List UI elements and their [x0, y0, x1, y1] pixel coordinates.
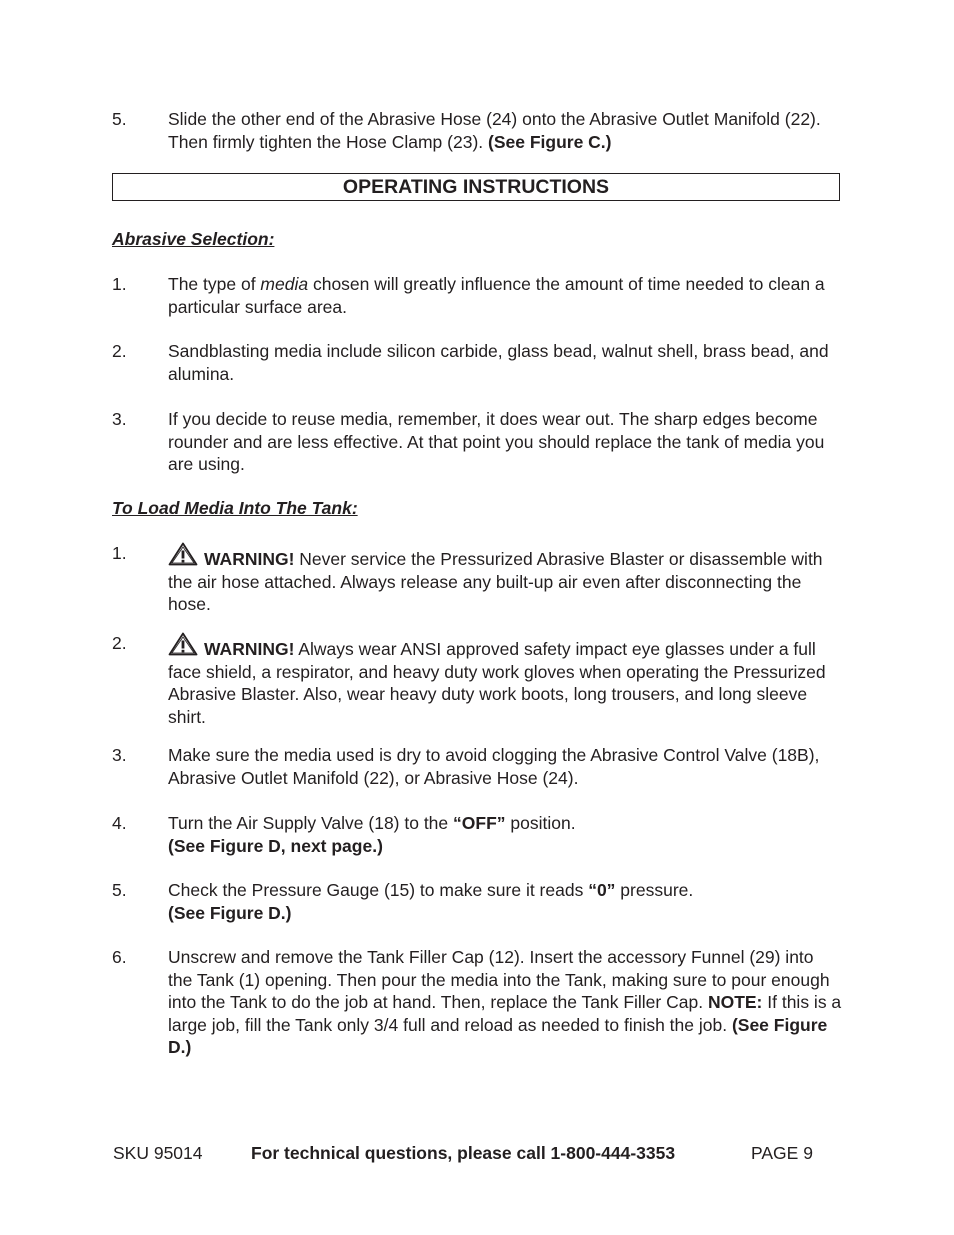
- abrasive-item-2: [112, 340, 842, 385]
- step-number: 4.: [112, 813, 127, 833]
- warning-label: WARNING!: [204, 549, 295, 569]
- load-item-2: [112, 632, 842, 728]
- step-number: 2.: [112, 633, 127, 653]
- step-text: Unscrew and remove the Tank Filler Cap (12). Insert the accessory Funnel (29) into the Tank (1) opening. Then pour the media into the Tank, making sure to pour enough into the Tank to do the job at hand. Then, replace the Tank Filler Cap. NOTE: If this is a large job, fill the Tank only 3/4 full and reload as needed to finish the job. (See Figure D.): [168, 947, 842, 1057]
- step-number: 3.: [112, 409, 127, 429]
- step-text: WARNING! Never service the Pressurized Abrasive Blaster or disassemble with the air hose attached. Always release any built-up air even after disconnecting the hose.: [168, 542, 842, 616]
- note-label: NOTE:: [707, 992, 763, 1012]
- figure-reference: (See Figure D.): [168, 1014, 828, 1057]
- footer-phone: For technical questions, please call 1-800-444-3353: [251, 1143, 676, 1163]
- load-media-heading: To Load Media Into The Tank:: [112, 498, 358, 518]
- step-number: 5.: [112, 880, 127, 900]
- abrasive-item-1: [112, 273, 842, 318]
- figure-reference: (See Figure C.): [488, 131, 612, 152]
- abrasive-item-3: [112, 408, 842, 476]
- step-text: Check the Pressure Gauge (15) to make sure it reads “0” pressure. (See Figure D.): [168, 880, 694, 923]
- load-item-5: [112, 879, 842, 924]
- warning-label: WARNING!: [204, 639, 295, 659]
- step-text: If you decide to reuse media, remember, it does wear out. The sharp edges become rounder and are less effective. At that point you should replace the tank of media you are using.: [168, 409, 825, 474]
- step-text: Sandblasting media include silicon carbide, glass bead, walnut shell, brass bead, and alumina.: [168, 341, 829, 384]
- load-item-1: [112, 542, 842, 616]
- load-item-3: [112, 744, 842, 789]
- warning-triangle-icon: [168, 632, 198, 656]
- load-item-6: [112, 946, 842, 1059]
- value-emphasis: “OFF”: [453, 813, 506, 833]
- abrasive-selection-heading: Abrasive Selection:: [112, 229, 275, 249]
- step-number: 1.: [112, 274, 127, 294]
- step-text: The type of media chosen will greatly influence the amount of time needed to clean a particular surface area.: [168, 274, 825, 317]
- section-title: OPERATING INSTRUCTIONS: [112, 173, 840, 201]
- step-text: Slide the other end of the Abrasive Hose (24) onto the Abrasive Outlet Manifold (22). Then firmly tighten the Hose Clamp (23). (See Figure C.): [168, 109, 821, 152]
- step-number: 1.: [112, 543, 127, 563]
- step-number: 3.: [112, 745, 127, 765]
- step-number: 6.: [112, 947, 127, 967]
- step-5-assembly: [112, 108, 842, 153]
- step-text: Turn the Air Supply Valve (18) to the “OFF” position. (See Figure D, next page.): [168, 813, 576, 856]
- footer-page-number: PAGE 9: [751, 1143, 813, 1163]
- value-emphasis: “0”: [588, 880, 616, 900]
- warning-triangle-icon: [168, 542, 198, 566]
- figure-reference: (See Figure D.): [168, 902, 292, 923]
- emphasis: media: [260, 274, 309, 294]
- step-number: 2.: [112, 341, 127, 361]
- step-text: Make sure the media used is dry to avoid clogging the Abrasive Control Valve (18B), Abrasive Outlet Manifold (22), or Abrasive Hose (24).: [168, 745, 820, 788]
- footer-sku: SKU 95014: [113, 1143, 203, 1163]
- figure-reference: (See Figure D, next page.): [168, 835, 383, 856]
- step-text: WARNING! Always wear ANSI approved safety impact eye glasses under a full face shield, a respirator, and heavy duty work gloves when operating the Pressurized Abrasive Blaster. Also, wear heavy duty work boots, long trousers, and long sleeve shirt.: [168, 632, 842, 728]
- load-item-4: [112, 812, 842, 857]
- step-number: 5.: [112, 109, 127, 129]
